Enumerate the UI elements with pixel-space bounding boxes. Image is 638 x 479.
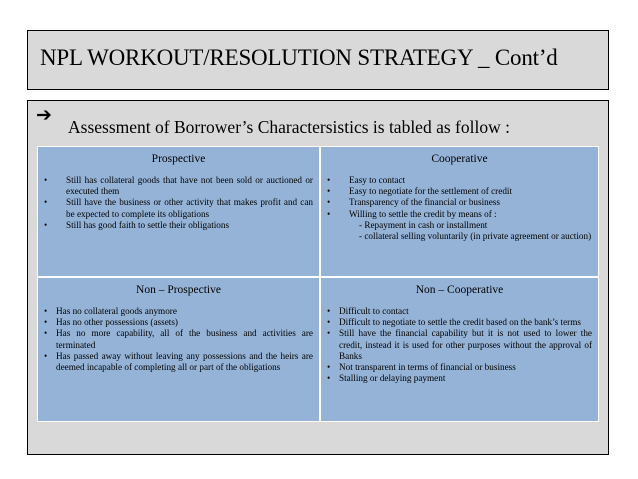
list-item: • Stalling or delaying payment <box>327 373 446 384</box>
list-item: • Easy to contact <box>327 175 406 185</box>
list-item: • Transparency of the financial or business <box>327 197 500 208</box>
prospective-cell <box>37 146 320 277</box>
prospective-heading: Prospective <box>151 153 206 165</box>
content-box <box>27 100 609 455</box>
slide-title: NPL WORKOUT/RESOLUTION STRATEGY _ Cont’d <box>40 45 558 70</box>
bullet-icon: • <box>327 362 331 373</box>
list-item: • Still has collateral goods that have not been sold or auctioned or executed them <box>44 175 313 197</box>
bullet-icon: • <box>44 197 48 208</box>
bullet-icon: • <box>327 317 331 328</box>
bullet-icon: • <box>44 175 48 185</box>
list-item: • Still has good faith to settle their obligations <box>44 219 230 230</box>
title-box <box>27 30 609 90</box>
list-item: • Willing to settle the credit by means of : <box>327 208 497 219</box>
non-prospective-heading: Non – Prospective <box>136 284 221 296</box>
bullet-icon: • <box>44 328 48 339</box>
assessment-table <box>37 146 599 422</box>
bullet-icon: • <box>44 350 48 361</box>
list-item: • Difficult to negotiate to settle the credit based on the bank’s terms <box>327 317 581 328</box>
list-item: • Not transparent in terms of financial or business <box>327 362 516 373</box>
bullet-icon: • <box>44 317 48 328</box>
list-item: • Has no other possessions (assets) <box>44 317 178 328</box>
bullet-icon: • <box>44 306 48 316</box>
non-cooperative-list <box>327 306 592 384</box>
bullet-icon: • <box>327 373 331 384</box>
list-item: • Difficult to contact <box>327 306 409 316</box>
bullet-icon: • <box>327 197 331 208</box>
cooperative-heading: Cooperative <box>431 153 488 165</box>
bullet-icon: • <box>44 219 48 230</box>
list-item: • Has passed away without leaving any possessions and the heirs are deemed incapable of completing all or part of the obligations <box>44 350 313 373</box>
bullet-icon: • <box>327 175 331 185</box>
bullet-icon: • <box>327 186 331 197</box>
bullet-icon: • <box>327 328 331 339</box>
non-cooperative-heading: Non – Cooperative <box>415 284 504 296</box>
sub-item: - collateral selling voluntarily (in private agreement or auction) <box>359 231 592 242</box>
cooperative-list <box>327 175 592 220</box>
list-item: • Easy to negotiate for the settlement of credit <box>327 186 513 197</box>
non-prospective-cell <box>37 277 320 422</box>
sub-item: - Repayment in cash or installment <box>359 219 488 230</box>
bullet-icon: • <box>327 306 331 316</box>
list-item: • Has no collateral goods anymore <box>44 306 177 316</box>
list-item: • Has no more capability, all of the business and activities are terminated <box>44 328 313 350</box>
cooperative-cell <box>320 146 599 277</box>
arrow-icon: ➔ <box>36 105 52 126</box>
list-item: • Still have the financial capability but it is not used to lower the credit, instead it is used for other purposes without the approval of Banks <box>327 328 592 361</box>
non-prospective-list <box>44 306 313 373</box>
list-item: • Still have the business or other activity that makes profit and can be expected to complete its obligations <box>44 197 313 219</box>
bullet-icon: • <box>327 208 331 219</box>
intro-text: Assessment of Borrower’s Charactersistics is tabled as follow : <box>68 117 510 137</box>
non-cooperative-cell <box>320 277 599 422</box>
prospective-list <box>44 175 313 231</box>
